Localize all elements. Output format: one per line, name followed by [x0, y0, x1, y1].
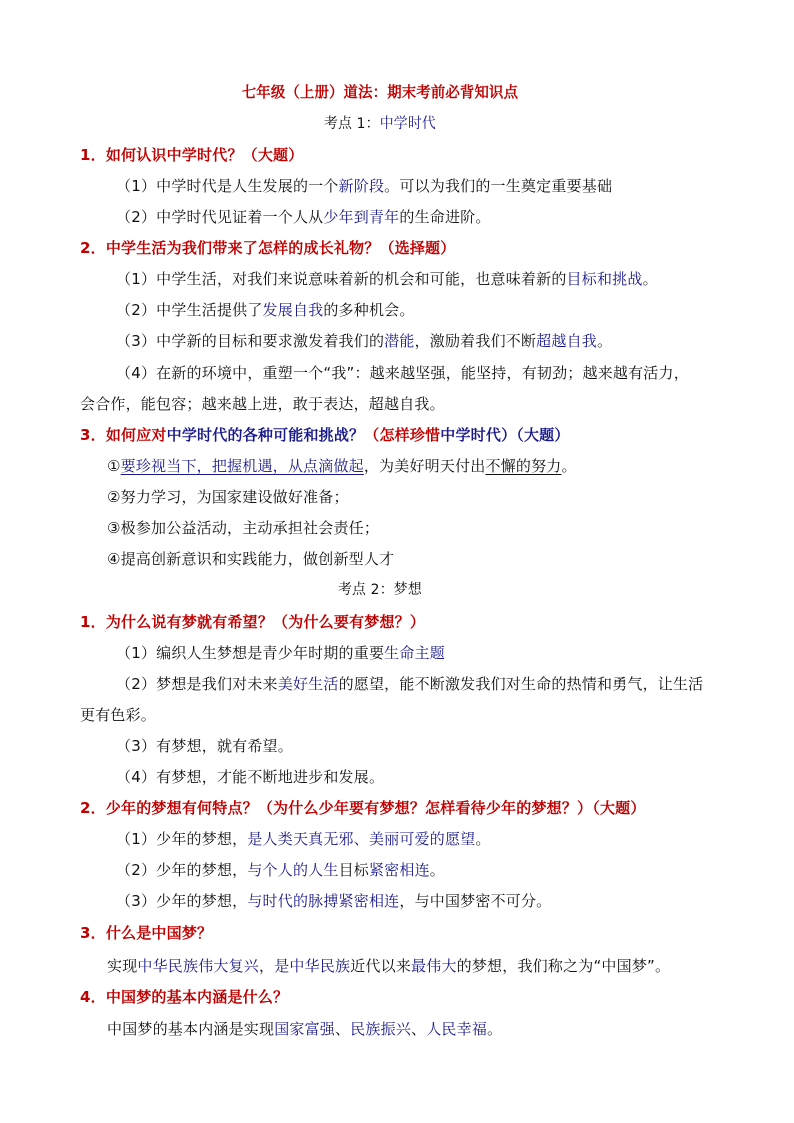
- text: 实现: [107, 957, 138, 975]
- answer-1-3-1: [107, 455, 577, 477]
- answer-2-3-1: [107, 955, 670, 977]
- answer-1-2-3: [116, 330, 612, 352]
- text: ，激励着我们不断: [414, 332, 537, 350]
- answer-1-2-4-line2: 会合作，能包容；越来越上进，敢于表达，超越自我。: [80, 395, 445, 413]
- answer-1-2-2: [116, 299, 415, 321]
- answer-2-1-2-line1: [116, 673, 703, 695]
- answer-1-3-3: ③极参加公益活动，主动承担社会责任；: [107, 519, 380, 537]
- answer-1-1-2: [116, 206, 491, 228]
- text: （2）梦想是我们对未来: [116, 675, 278, 693]
- text: 目标: [338, 861, 369, 879]
- text: 。: [561, 457, 577, 475]
- keyword: 新阶段: [338, 177, 385, 195]
- text: （1）中学生活，对我们来说意味着新的机会和可能，也意味着新的: [116, 270, 567, 288]
- text: 、: [411, 1020, 427, 1038]
- document-title: 七年级（上册）道法：期末考前必背知识点: [241, 83, 519, 101]
- answer-1-2-4-line1: （4）在新的环境中，重塑一个“我”：越来越坚强，能坚持，有韧劲；越来越有活力，: [116, 364, 689, 382]
- text: ①: [107, 457, 121, 475]
- answer-1-3-4: ④提高创新意识和实践能力，做创新型人才: [107, 550, 395, 568]
- answer-2-2-3: [116, 890, 551, 912]
- text: 。: [475, 830, 491, 848]
- keyword: 是中华民族: [274, 957, 351, 975]
- answer-1-3-2: ②努力学习，为国家建设做好准备；: [107, 488, 349, 506]
- keyword: 潜能: [384, 332, 415, 350]
- question-1-1: 1．如何认识中学时代？（大题）: [80, 146, 304, 164]
- keyword: 生命主题: [384, 644, 445, 662]
- text: （3）少年的梦想，: [116, 892, 248, 910]
- text: 。: [487, 1020, 503, 1038]
- text: 的梦想，我们称之为“中国梦”。: [456, 957, 671, 975]
- keyword: 目标和挑战: [566, 270, 643, 288]
- text: ，与中国梦密不可分。: [399, 892, 552, 910]
- text: （怎样珍惜: [364, 426, 441, 444]
- keyword: 发展自我: [262, 301, 324, 319]
- keyword: 中学时代的各种可能和挑战？: [166, 426, 365, 444]
- section-heading-1-prefix: 考点 1：: [323, 116, 380, 132]
- keyword: 超越自我: [536, 332, 597, 350]
- keyword: 最伟大: [411, 957, 457, 975]
- text: （2）中学生活提供了: [116, 301, 263, 319]
- answer-2-2-2: [116, 859, 445, 881]
- text: （2）中学时代见证着一个人从: [116, 208, 324, 226]
- keyword: 国家富强: [274, 1020, 336, 1038]
- section-heading-1: [0, 113, 760, 135]
- answer-2-1-3: （3）有梦想，就有希望。: [116, 737, 293, 755]
- text: 近代以来: [350, 957, 412, 975]
- text: 。可以为我们的一生奠定重要基础: [384, 177, 613, 195]
- keyword: 与个人的人生: [247, 861, 339, 879]
- text: 。: [429, 861, 445, 879]
- text: 的愿望，能不断激发我们对生命的热情和勇气，让生活: [338, 675, 704, 693]
- question-2-4: 4．中国梦的基本内涵是什么？: [80, 988, 289, 1006]
- question-2-3: 3．什么是中国梦？: [80, 924, 213, 942]
- text: 。: [596, 332, 613, 350]
- text: 的生命进阶。: [399, 208, 491, 226]
- keyword: 不懈的努力: [485, 457, 562, 475]
- keyword: 中华民族伟大复兴: [137, 957, 260, 975]
- text: 中国梦的基本内涵是实现: [107, 1020, 275, 1038]
- answer-2-2-1: [116, 828, 491, 850]
- question-2-2: 2．少年的梦想有何特点？（为什么少年要有梦想？怎样看待少年的梦想？）（大题）: [80, 799, 646, 817]
- text: ，为美好明天付出: [363, 457, 486, 475]
- text: 、: [335, 1020, 351, 1038]
- keyword: 少年到青年: [323, 208, 400, 226]
- text: （1）中学时代是人生发展的一个: [116, 177, 339, 195]
- answer-1-2-1: [116, 268, 658, 290]
- answer-2-1-2-line2: 更有色彩。: [80, 706, 157, 724]
- answer-2-4-1: [107, 1018, 502, 1040]
- text: ，: [259, 957, 275, 975]
- keyword: 人民幸福: [426, 1020, 488, 1038]
- text: 的多种机会。: [323, 301, 415, 319]
- keyword: 民族振兴: [350, 1020, 412, 1038]
- section-heading-1-topic: 中学时代: [379, 116, 436, 132]
- keyword: 中学时代）（大题）: [440, 426, 570, 444]
- answer-1-1-1: [116, 175, 612, 197]
- text: （1）编织人生梦想是青少年时期的重要: [116, 644, 385, 662]
- keyword: 与时代的脉搏紧密相连: [247, 892, 400, 910]
- answer-2-1-4: （4）有梦想，才能不断地进步和发展。: [116, 768, 385, 786]
- answer-2-1-1: [116, 642, 445, 664]
- keyword: 是人类天真无邪、美丽可爱的愿望: [247, 830, 476, 848]
- text: （2）少年的梦想，: [116, 861, 248, 879]
- text: （3）中学新的目标和要求激发着我们的: [116, 332, 385, 350]
- text: 。: [642, 270, 658, 288]
- keyword: 紧密相连: [368, 861, 430, 879]
- keyword: 美好生活: [277, 675, 339, 693]
- text: 3．如何应对: [80, 426, 167, 444]
- text: （1）少年的梦想，: [116, 830, 248, 848]
- question-1-3: [80, 424, 570, 446]
- question-1-2: 2．中学生活为我们带来了怎样的成长礼物？（选择题）: [80, 239, 456, 257]
- question-2-1: 1．为什么说有梦就有希望？（为什么要有梦想？）: [80, 613, 426, 631]
- section-heading-2: 考点 2：梦想: [337, 582, 422, 598]
- keyword: 要珍视当下，把握机遇，从点滴做起: [120, 457, 364, 475]
